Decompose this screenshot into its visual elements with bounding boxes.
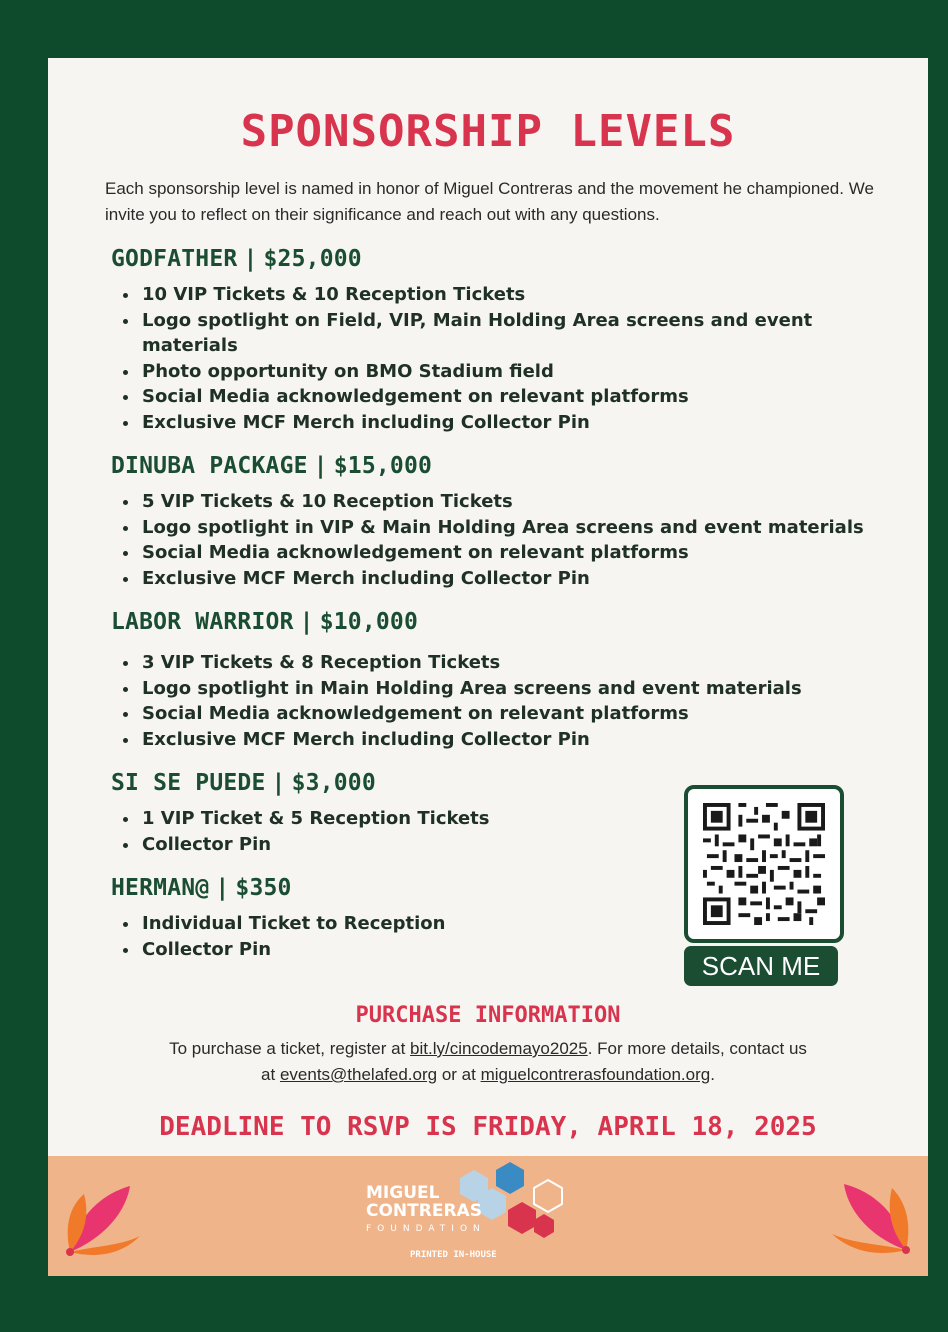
tier-price: $25,000 bbox=[263, 246, 362, 272]
list-item: • Exclusive MCF Merch including Collector Pin bbox=[140, 727, 920, 753]
list-item: • Logo spotlight in Main Holding Area screens and event materials bbox=[140, 676, 920, 702]
intro-text: Each sponsorship level is named in honor of Miguel Contreras and the movement he championed. We invite you to reflect on their significance and reach out with any questions. bbox=[105, 179, 874, 224]
list-item: • Social Media acknowledgement on relevant platforms bbox=[140, 540, 920, 566]
deadline-banner: DEADLINE TO RSVP IS FRIDAY, APRIL 18, 2025 bbox=[159, 1112, 817, 1142]
tier-perks-herman bbox=[110, 911, 640, 962]
register-link[interactable]: bit.ly/cincodemayo2025 bbox=[410, 1039, 588, 1058]
list-item: • Photo opportunity on BMO Stadium field bbox=[140, 359, 860, 385]
tier-perks-godfather bbox=[110, 282, 860, 436]
list-item: • Logo spotlight on Field, VIP, Main Holding Area screens and event materials bbox=[140, 308, 860, 359]
flower-left-icon bbox=[64, 1176, 144, 1256]
website-link[interactable]: miguelcontrerasfoundation.org bbox=[480, 1065, 711, 1084]
tier-name: SI SE PUEDE bbox=[111, 770, 266, 796]
list-item: • Collector Pin bbox=[140, 937, 640, 963]
flyer-sheet bbox=[48, 58, 928, 1276]
tier-name: DINUBA PACKAGE bbox=[111, 453, 308, 479]
list-item: • Collector Pin bbox=[140, 832, 640, 858]
logo-wordmark: MIGUEL CONTRERAS bbox=[366, 1183, 482, 1221]
logo-subtitle: FOUNDATION bbox=[366, 1224, 486, 1234]
tier-perks-si-se-puede bbox=[110, 806, 640, 857]
list-item: • Individual Ticket to Reception bbox=[140, 911, 640, 937]
list-item: • 3 VIP Tickets & 8 Reception Tickets bbox=[140, 650, 920, 676]
qr-code-icon bbox=[702, 803, 826, 925]
qr-code[interactable] bbox=[684, 785, 844, 943]
list-item: • 1 VIP Ticket & 5 Reception Tickets bbox=[140, 806, 640, 832]
tier-heading-godfather: GODFATHER | $25,000 bbox=[111, 246, 362, 272]
tier-heading-si-se-puede: SI SE PUEDE | $3,000 bbox=[111, 770, 376, 796]
purchase-title: PURCHASE INFORMATION bbox=[355, 1003, 621, 1028]
flower-right-icon bbox=[824, 1170, 914, 1256]
footer-band bbox=[48, 1156, 928, 1276]
tier-heading-labor-warrior: LABOR WARRIOR | $10,000 bbox=[111, 609, 419, 635]
list-item: • Logo spotlight in VIP & Main Holding Area screens and event materials bbox=[140, 515, 920, 541]
list-item: • Exclusive MCF Merch including Collector Pin bbox=[140, 566, 920, 592]
tier-name: GODFATHER bbox=[111, 246, 238, 272]
list-item: • 5 VIP Tickets & 10 Reception Tickets bbox=[140, 489, 920, 515]
tier-price: $10,000 bbox=[319, 609, 419, 635]
tier-name: HERMAN@ bbox=[111, 875, 210, 901]
tier-heading-dinuba: DINUBA PACKAGE | $15,000 bbox=[111, 453, 433, 479]
list-item: • Social Media acknowledgement on relevant platforms bbox=[140, 701, 920, 727]
printed-label: PRINTED IN-HOUSE bbox=[410, 1250, 497, 1260]
tier-perks-dinuba bbox=[110, 489, 920, 591]
tier-price: $3,000 bbox=[291, 770, 376, 796]
list-item: • 10 VIP Tickets & 10 Reception Tickets bbox=[140, 282, 860, 308]
page-title: SPONSORSHIP LEVELS bbox=[240, 106, 736, 157]
tier-heading-herman: HERMAN@ | $350 bbox=[111, 875, 292, 901]
email-link[interactable]: events@thelafed.org bbox=[279, 1065, 438, 1084]
scan-me-button[interactable]: SCAN ME bbox=[684, 946, 838, 986]
tier-price: $350 bbox=[235, 875, 292, 901]
tier-perks-labor-warrior bbox=[110, 650, 920, 752]
foundation-logo bbox=[358, 1162, 618, 1268]
purchase-text: To purchase a ticket, register at bit.ly/cincodemayo2025. For more details, contact us at events@thelafed.org or at miguelcontrerasfoundation.org. bbox=[169, 1039, 807, 1084]
list-item: • Exclusive MCF Merch including Collector Pin bbox=[140, 410, 860, 436]
tier-price: $15,000 bbox=[333, 453, 433, 479]
list-item: • Social Media acknowledgement on relevant platforms bbox=[140, 384, 860, 410]
tier-name: LABOR WARRIOR bbox=[111, 609, 294, 635]
